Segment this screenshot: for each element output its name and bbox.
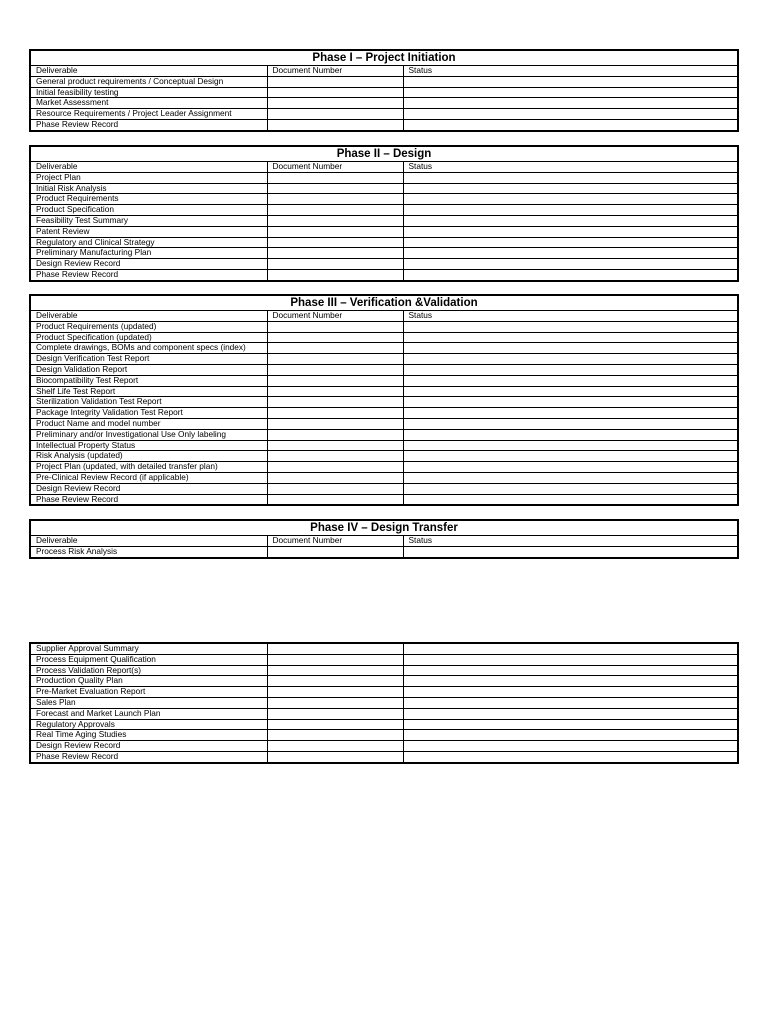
deliverable-header: Deliverable bbox=[31, 66, 267, 76]
deliverable-cell: Product Requirements bbox=[31, 194, 267, 205]
table-row bbox=[31, 708, 737, 719]
document-number-cell bbox=[267, 429, 403, 440]
status-cell bbox=[403, 119, 737, 129]
document-number-header: Document Number bbox=[267, 162, 403, 172]
document-number-cell bbox=[267, 687, 403, 698]
table-row bbox=[31, 226, 737, 237]
status-cell bbox=[403, 87, 737, 98]
deliverable-cell: Product Specification (updated) bbox=[31, 332, 267, 343]
document-number-cell bbox=[267, 375, 403, 386]
document-number-cell bbox=[267, 364, 403, 375]
phase-1-table bbox=[29, 49, 739, 132]
table-row bbox=[31, 332, 737, 343]
deliverable-header: Deliverable bbox=[31, 162, 267, 172]
deliverable-cell: Design Review Record bbox=[31, 259, 267, 270]
document-number-cell bbox=[267, 321, 403, 332]
document-number-cell bbox=[267, 418, 403, 429]
document-number-cell bbox=[267, 109, 403, 120]
deliverable-cell: Package Integrity Validation Test Report bbox=[31, 408, 267, 419]
status-cell bbox=[403, 248, 737, 259]
table-row bbox=[31, 418, 737, 429]
phase-title: Phase II – Design bbox=[31, 147, 737, 162]
table-header-row bbox=[31, 66, 737, 76]
status-cell bbox=[403, 451, 737, 462]
deliverable-cell: Shelf Life Test Report bbox=[31, 386, 267, 397]
document-number-cell bbox=[267, 98, 403, 109]
document-number-cell bbox=[267, 440, 403, 451]
document-number-cell bbox=[267, 269, 403, 279]
deliverable-cell: Pre-Clinical Review Record (if applicable) bbox=[31, 472, 267, 483]
table-row bbox=[31, 343, 737, 354]
document-number-cell bbox=[267, 665, 403, 676]
status-cell bbox=[403, 364, 737, 375]
table-header-row bbox=[31, 311, 737, 321]
status-cell bbox=[403, 343, 737, 354]
document-number-cell bbox=[267, 332, 403, 343]
status-cell bbox=[403, 321, 737, 332]
deliverable-cell: Resource Requirements / Project Leader Assignment bbox=[31, 109, 267, 120]
status-cell bbox=[403, 429, 737, 440]
table-row bbox=[31, 429, 737, 440]
status-cell bbox=[403, 109, 737, 120]
status-cell bbox=[403, 687, 737, 698]
deliverable-cell: Risk Analysis (updated) bbox=[31, 451, 267, 462]
status-cell bbox=[403, 386, 737, 397]
status-cell bbox=[403, 98, 737, 109]
document-number-cell bbox=[267, 397, 403, 408]
document-number-cell bbox=[267, 483, 403, 494]
table-row bbox=[31, 386, 737, 397]
deliverable-cell: Sales Plan bbox=[31, 697, 267, 708]
document-number-cell bbox=[267, 194, 403, 205]
deliverable-cell: Product Specification bbox=[31, 205, 267, 216]
table-header-row bbox=[31, 162, 737, 172]
status-cell bbox=[403, 730, 737, 741]
table-row bbox=[31, 215, 737, 226]
status-cell bbox=[403, 494, 737, 504]
status-cell bbox=[403, 408, 737, 419]
status-cell bbox=[403, 215, 737, 226]
table-row bbox=[31, 119, 737, 129]
table-row bbox=[31, 248, 737, 259]
table-row bbox=[31, 183, 737, 194]
document-number-header: Document Number bbox=[267, 536, 403, 546]
deliverable-cell: Process Validation Report(s) bbox=[31, 665, 267, 676]
phase-4-continued-table bbox=[29, 642, 739, 764]
deliverable-cell: Forecast and Market Launch Plan bbox=[31, 708, 267, 719]
document-number-cell bbox=[267, 676, 403, 687]
status-cell bbox=[403, 472, 737, 483]
status-cell bbox=[403, 332, 737, 343]
table-row bbox=[31, 751, 737, 761]
document-number-cell bbox=[267, 119, 403, 129]
status-cell bbox=[403, 676, 737, 687]
deliverable-cell: Preliminary Manufacturing Plan bbox=[31, 248, 267, 259]
deliverable-cell: Feasibility Test Summary bbox=[31, 215, 267, 226]
deliverable-cell: Phase Review Record bbox=[31, 751, 267, 761]
deliverable-cell: Phase Review Record bbox=[31, 494, 267, 504]
deliverable-cell: Biocompatibility Test Report bbox=[31, 375, 267, 386]
document-number-cell bbox=[267, 730, 403, 741]
status-header: Status bbox=[403, 162, 737, 172]
deliverable-cell: Regulatory Approvals bbox=[31, 719, 267, 730]
table-row bbox=[31, 109, 737, 120]
table-header-row bbox=[31, 536, 737, 546]
document-number-cell bbox=[267, 259, 403, 270]
document-number-cell bbox=[267, 76, 403, 87]
status-cell bbox=[403, 440, 737, 451]
table-row bbox=[31, 644, 737, 654]
deliverable-cell: Pre-Market Evaluation Report bbox=[31, 687, 267, 698]
table-row bbox=[31, 676, 737, 687]
document-number-cell bbox=[267, 183, 403, 194]
table-row bbox=[31, 462, 737, 473]
status-cell bbox=[403, 483, 737, 494]
table-row bbox=[31, 654, 737, 665]
status-cell bbox=[403, 741, 737, 752]
deliverable-cell: Product Requirements (updated) bbox=[31, 321, 267, 332]
deliverable-cell: Design Validation Report bbox=[31, 364, 267, 375]
status-cell bbox=[403, 76, 737, 87]
deliverable-cell: Production Quality Plan bbox=[31, 676, 267, 687]
document-number-cell bbox=[267, 654, 403, 665]
deliverable-cell: General product requirements / Conceptual Design bbox=[31, 76, 267, 87]
status-cell bbox=[403, 237, 737, 248]
table-row bbox=[31, 494, 737, 504]
status-cell bbox=[403, 375, 737, 386]
table-row bbox=[31, 451, 737, 462]
table-row bbox=[31, 472, 737, 483]
deliverable-cell: Market Assessment bbox=[31, 98, 267, 109]
deliverable-cell: Initial feasibility testing bbox=[31, 87, 267, 98]
document-number-cell bbox=[267, 408, 403, 419]
status-cell bbox=[403, 644, 737, 654]
deliverable-cell: Initial Risk Analysis bbox=[31, 183, 267, 194]
status-cell bbox=[403, 205, 737, 216]
deliverable-cell: Design Verification Test Report bbox=[31, 354, 267, 365]
document-number-cell bbox=[267, 451, 403, 462]
document-number-cell bbox=[267, 386, 403, 397]
deliverable-cell: Regulatory and Clinical Strategy bbox=[31, 237, 267, 248]
deliverable-cell: Process Equipment Qualification bbox=[31, 654, 267, 665]
phase-title: Phase IV – Design Transfer bbox=[31, 521, 737, 536]
deliverable-cell: Phase Review Record bbox=[31, 119, 267, 129]
document-number-cell bbox=[267, 644, 403, 654]
document-number-cell bbox=[267, 87, 403, 98]
phase-3-table bbox=[29, 294, 739, 506]
document-number-cell bbox=[267, 708, 403, 719]
document-number-cell bbox=[267, 237, 403, 248]
document-number-cell bbox=[267, 215, 403, 226]
deliverable-cell: Patent Review bbox=[31, 226, 267, 237]
table-row bbox=[31, 321, 737, 332]
document-number-header: Document Number bbox=[267, 311, 403, 321]
status-header: Status bbox=[403, 311, 737, 321]
table-row bbox=[31, 194, 737, 205]
document-number-cell bbox=[267, 205, 403, 216]
status-cell bbox=[403, 354, 737, 365]
status-header: Status bbox=[403, 536, 737, 546]
table-row bbox=[31, 697, 737, 708]
status-cell bbox=[403, 697, 737, 708]
table-row bbox=[31, 364, 737, 375]
deliverable-cell: Project Plan bbox=[31, 172, 267, 183]
table-row bbox=[31, 719, 737, 730]
phase-title: Phase I – Project Initiation bbox=[31, 51, 737, 66]
document-number-cell bbox=[267, 172, 403, 183]
deliverable-cell: Process Risk Analysis bbox=[31, 546, 267, 556]
phase-title: Phase III – Verification &Validation bbox=[31, 296, 737, 311]
deliverable-cell: Design Review Record bbox=[31, 741, 267, 752]
table-row bbox=[31, 259, 737, 270]
document-number-cell bbox=[267, 719, 403, 730]
status-cell bbox=[403, 194, 737, 205]
document-number-cell bbox=[267, 226, 403, 237]
status-cell bbox=[403, 462, 737, 473]
document-number-cell bbox=[267, 546, 403, 556]
deliverable-header: Deliverable bbox=[31, 311, 267, 321]
document-number-cell bbox=[267, 248, 403, 259]
deliverable-cell: Supplier Approval Summary bbox=[31, 644, 267, 654]
deliverable-cell: Product Name and model number bbox=[31, 418, 267, 429]
document-number-cell bbox=[267, 472, 403, 483]
status-cell bbox=[403, 269, 737, 279]
status-cell bbox=[403, 397, 737, 408]
document-number-cell bbox=[267, 697, 403, 708]
status-cell bbox=[403, 183, 737, 194]
table-row bbox=[31, 375, 737, 386]
status-cell bbox=[403, 259, 737, 270]
status-cell bbox=[403, 708, 737, 719]
table-row bbox=[31, 483, 737, 494]
document-number-cell bbox=[267, 751, 403, 761]
document-number-header: Document Number bbox=[267, 66, 403, 76]
table-row bbox=[31, 237, 737, 248]
status-cell bbox=[403, 719, 737, 730]
deliverable-cell: Project Plan (updated, with detailed transfer plan) bbox=[31, 462, 267, 473]
table-row bbox=[31, 269, 737, 279]
table-row bbox=[31, 397, 737, 408]
phase-2-table bbox=[29, 145, 739, 282]
table-row bbox=[31, 440, 737, 451]
table-row bbox=[31, 354, 737, 365]
document-number-cell bbox=[267, 741, 403, 752]
document-number-cell bbox=[267, 494, 403, 504]
deliverable-cell: Sterilization Validation Test Report bbox=[31, 397, 267, 408]
document-number-cell bbox=[267, 354, 403, 365]
table-row bbox=[31, 546, 737, 556]
status-cell bbox=[403, 418, 737, 429]
table-row bbox=[31, 172, 737, 183]
table-row bbox=[31, 76, 737, 87]
status-cell bbox=[403, 654, 737, 665]
deliverable-cell: Complete drawings, BOMs and component specs (index) bbox=[31, 343, 267, 354]
phase-4-table bbox=[29, 519, 739, 559]
document-number-cell bbox=[267, 343, 403, 354]
deliverable-cell: Design Review Record bbox=[31, 483, 267, 494]
status-cell bbox=[403, 546, 737, 556]
deliverable-cell: Phase Review Record bbox=[31, 269, 267, 279]
status-cell bbox=[403, 751, 737, 761]
table-row bbox=[31, 730, 737, 741]
table-row bbox=[31, 687, 737, 698]
table-row bbox=[31, 665, 737, 676]
document-number-cell bbox=[267, 462, 403, 473]
status-cell bbox=[403, 172, 737, 183]
table-row bbox=[31, 87, 737, 98]
table-row bbox=[31, 98, 737, 109]
deliverable-cell: Real Time Aging Studies bbox=[31, 730, 267, 741]
deliverable-header: Deliverable bbox=[31, 536, 267, 546]
table-row bbox=[31, 205, 737, 216]
deliverable-cell: Intellectual Property Status bbox=[31, 440, 267, 451]
deliverable-cell: Preliminary and/or Investigational Use Only labeling bbox=[31, 429, 267, 440]
status-header: Status bbox=[403, 66, 737, 76]
status-cell bbox=[403, 665, 737, 676]
table-row bbox=[31, 741, 737, 752]
status-cell bbox=[403, 226, 737, 237]
table-row bbox=[31, 408, 737, 419]
